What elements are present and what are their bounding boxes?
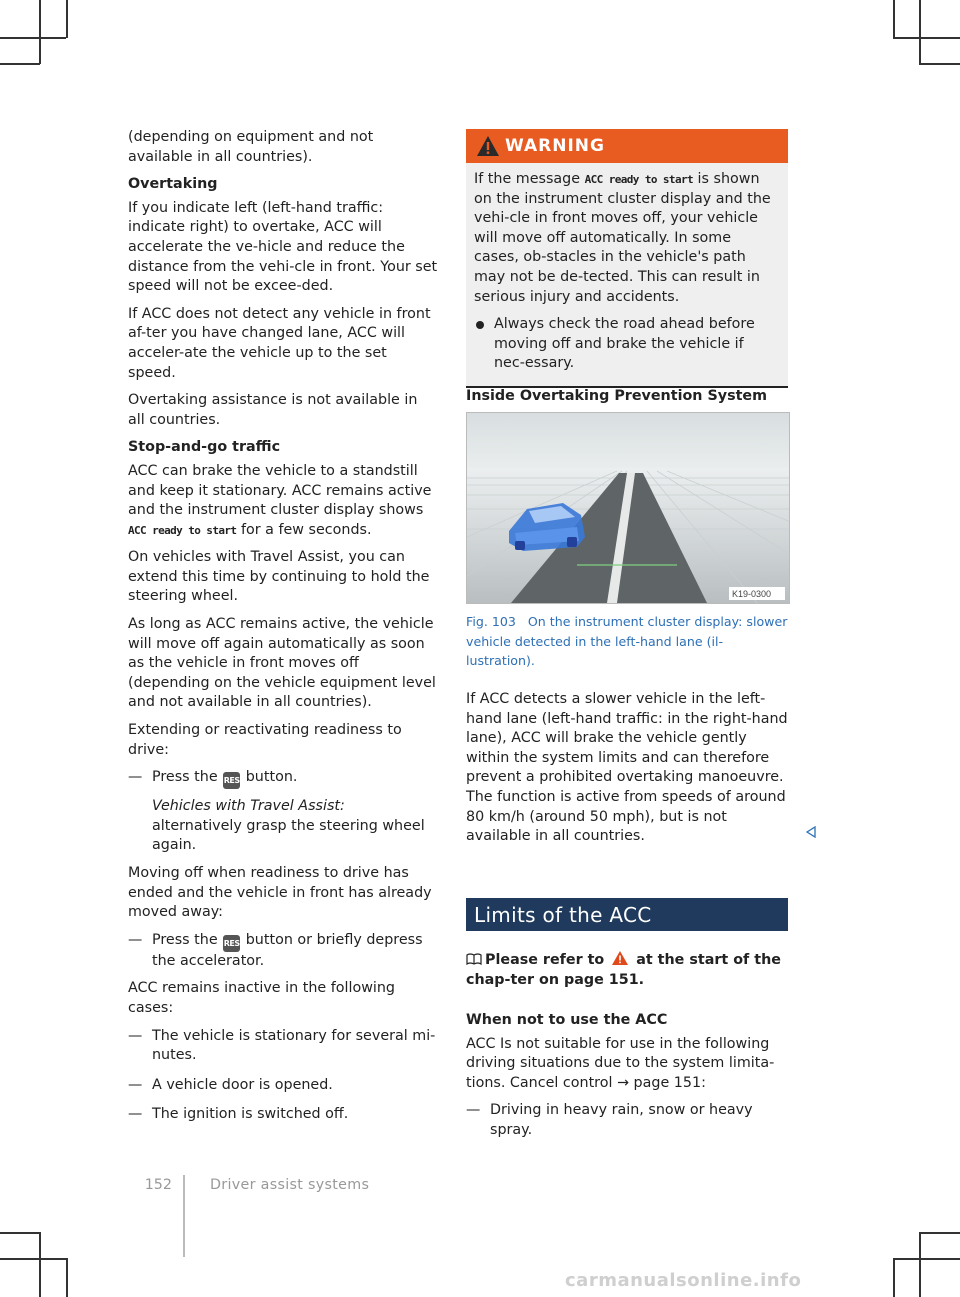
crop-mark	[893, 37, 960, 39]
crop-mark	[893, 1258, 895, 1297]
warning-triangle-icon	[611, 950, 629, 966]
overtaking-heading: Overtaking	[128, 176, 218, 193]
moving-off-text: Moving off when readiness to drive has ended and the vehicle in front has already moved away:	[128, 865, 432, 921]
dash-item: — The ignition is switched off.	[128, 1105, 438, 1125]
warning-triangle-icon	[476, 135, 500, 157]
display-message: ACC ready to start	[584, 173, 694, 186]
crop-mark	[893, 0, 895, 38]
overtaking-paragraph: Overtaking assistance is not available in all countries.	[128, 392, 418, 428]
crop-mark	[919, 1232, 960, 1234]
inside-paragraph: If ACC detects a slower vehicle in the left-hand lane (left-hand traffic: in the right-hand lane), ACC will brake the vehicle gently within the system limits and can therefore prevent a prohibited overtaking manoeuvre. The function is active from speeds of around 80 km/h (around 50 mph), but is not available in all countries.	[466, 691, 788, 845]
extending-text: Extending or reactivating readiness to drive:	[128, 722, 402, 758]
text-span: button.	[241, 769, 298, 786]
text-span: page 151:	[629, 1074, 706, 1091]
res-button-icon: RES	[223, 772, 240, 789]
overtaking-paragraph: If you indicate left (left-hand traffic: indicate right) to overtake, ACC will accelerate the ve-hicle and reduce the distance from the vehi-cle in front. Your set speed will not be excee-ded.	[128, 199, 438, 295]
page-number: 152	[144, 1177, 172, 1193]
crop-mark	[39, 0, 41, 64]
intro-text: (depending on equipment and not available in all countries).	[128, 129, 374, 165]
stopgo-heading: Stop-and-go traffic	[128, 439, 281, 456]
text-span: alternatively grasp the steering wheel again.	[152, 817, 425, 854]
book-icon	[466, 953, 482, 965]
left-column	[128, 128, 438, 1133]
stopgo-paragraph: As long as ACC remains active, the vehicle will move off again automatically as soon as the vehicle in front moves off (depending on the vehicle equipment level and not available in all countries).	[128, 616, 436, 711]
crop-mark	[919, 0, 921, 64]
inactive-text: ACC remains inactive in the following cases:	[128, 980, 396, 1016]
crop-mark	[66, 1258, 68, 1297]
section-end-icon	[806, 826, 816, 838]
arrow-right-icon: →	[617, 1074, 629, 1091]
travel-assist-note	[128, 797, 438, 856]
display-message: ACC ready to start	[128, 523, 237, 537]
crop-mark	[66, 0, 68, 38]
crop-mark	[0, 63, 40, 65]
text-span: is shown on the instrument cluster display and the vehi-cle in front moves off, your vehicle will move off automatically. In some cases, ob-stacles in the vehicle's path may not be de-tected. This can result in serious injury and accidents.	[474, 171, 771, 305]
dash-item: — Driving in heavy rain, snow or heavy spray.	[466, 1101, 788, 1140]
text-span: for a few seconds.	[236, 521, 372, 538]
text-span: Press the	[152, 769, 223, 786]
text-span: If the message	[474, 171, 585, 187]
section-title: Limits of the ACC	[466, 898, 788, 931]
instrument-cluster-illustration	[467, 413, 789, 603]
when-section	[466, 1011, 788, 1149]
crop-mark	[0, 1232, 40, 1234]
dash-item	[128, 931, 438, 972]
text-span: button or briefly depress the accelerator.	[152, 931, 423, 969]
caption-text: On the instrument cluster display: slower vehicle detected in the left-hand lane (il-lustration).	[466, 614, 788, 668]
text-span: at the start of the chap-ter on page 151.	[466, 952, 781, 988]
warning-header	[466, 129, 788, 163]
text-span: Please refer to	[485, 952, 610, 968]
res-button-icon: RES	[223, 935, 240, 952]
travel-assist-label: Vehicles with Travel Assist:	[152, 798, 345, 815]
warning-title: WARNING	[505, 136, 605, 156]
text-span: ACC Is not suitable for use in the following driving situations due to the system limita-tions. Cancel control	[466, 1035, 775, 1091]
warning-body	[466, 163, 788, 386]
text-span: ACC can brake the vehicle to a standstill and keep it stationary. ACC remains active and the instrument cluster display shows	[128, 462, 432, 519]
stopgo-paragraph: On vehicles with Travel Assist, you can extend this time by continuing to hold the steering wheel.	[128, 549, 430, 605]
watermark: carmanualsonline.info	[565, 1270, 802, 1291]
refer-text	[466, 950, 788, 990]
footer-section: Driver assist systems	[210, 1177, 370, 1193]
overtaking-paragraph: If ACC does not detect any vehicle in front af-ter you have changed lane, ACC will acceler-ate the vehicle up to the set speed.	[128, 305, 431, 381]
warning-bullet: Always check the road ahead before moving off and brake the vehicle if nec-essary.	[474, 315, 778, 374]
footer-divider	[183, 1175, 185, 1257]
crop-mark	[0, 37, 66, 39]
figure-code: K19-0300	[732, 589, 772, 599]
crop-mark	[39, 1232, 41, 1297]
when-heading: When not to use the ACC	[466, 1012, 668, 1028]
text-span: Press the	[152, 931, 223, 948]
figure-label: Fig. 103	[466, 614, 516, 629]
warning-box	[466, 129, 788, 388]
crop-mark	[0, 1258, 66, 1260]
crop-mark	[893, 1258, 960, 1260]
figure-illustration	[466, 412, 790, 604]
crop-mark	[919, 63, 960, 65]
dash-item: — A vehicle door is opened.	[128, 1076, 438, 1096]
stopgo-paragraph	[128, 462, 438, 540]
crop-mark	[919, 1232, 921, 1297]
inside-heading: Inside Overtaking Prevention System	[466, 388, 768, 404]
warning-text	[474, 170, 778, 307]
when-paragraph	[466, 1035, 788, 1094]
dash-item: — The vehicle is stationary for several mi-nutes.	[128, 1027, 438, 1066]
figure-caption	[466, 612, 788, 671]
dash-item	[128, 768, 438, 789]
